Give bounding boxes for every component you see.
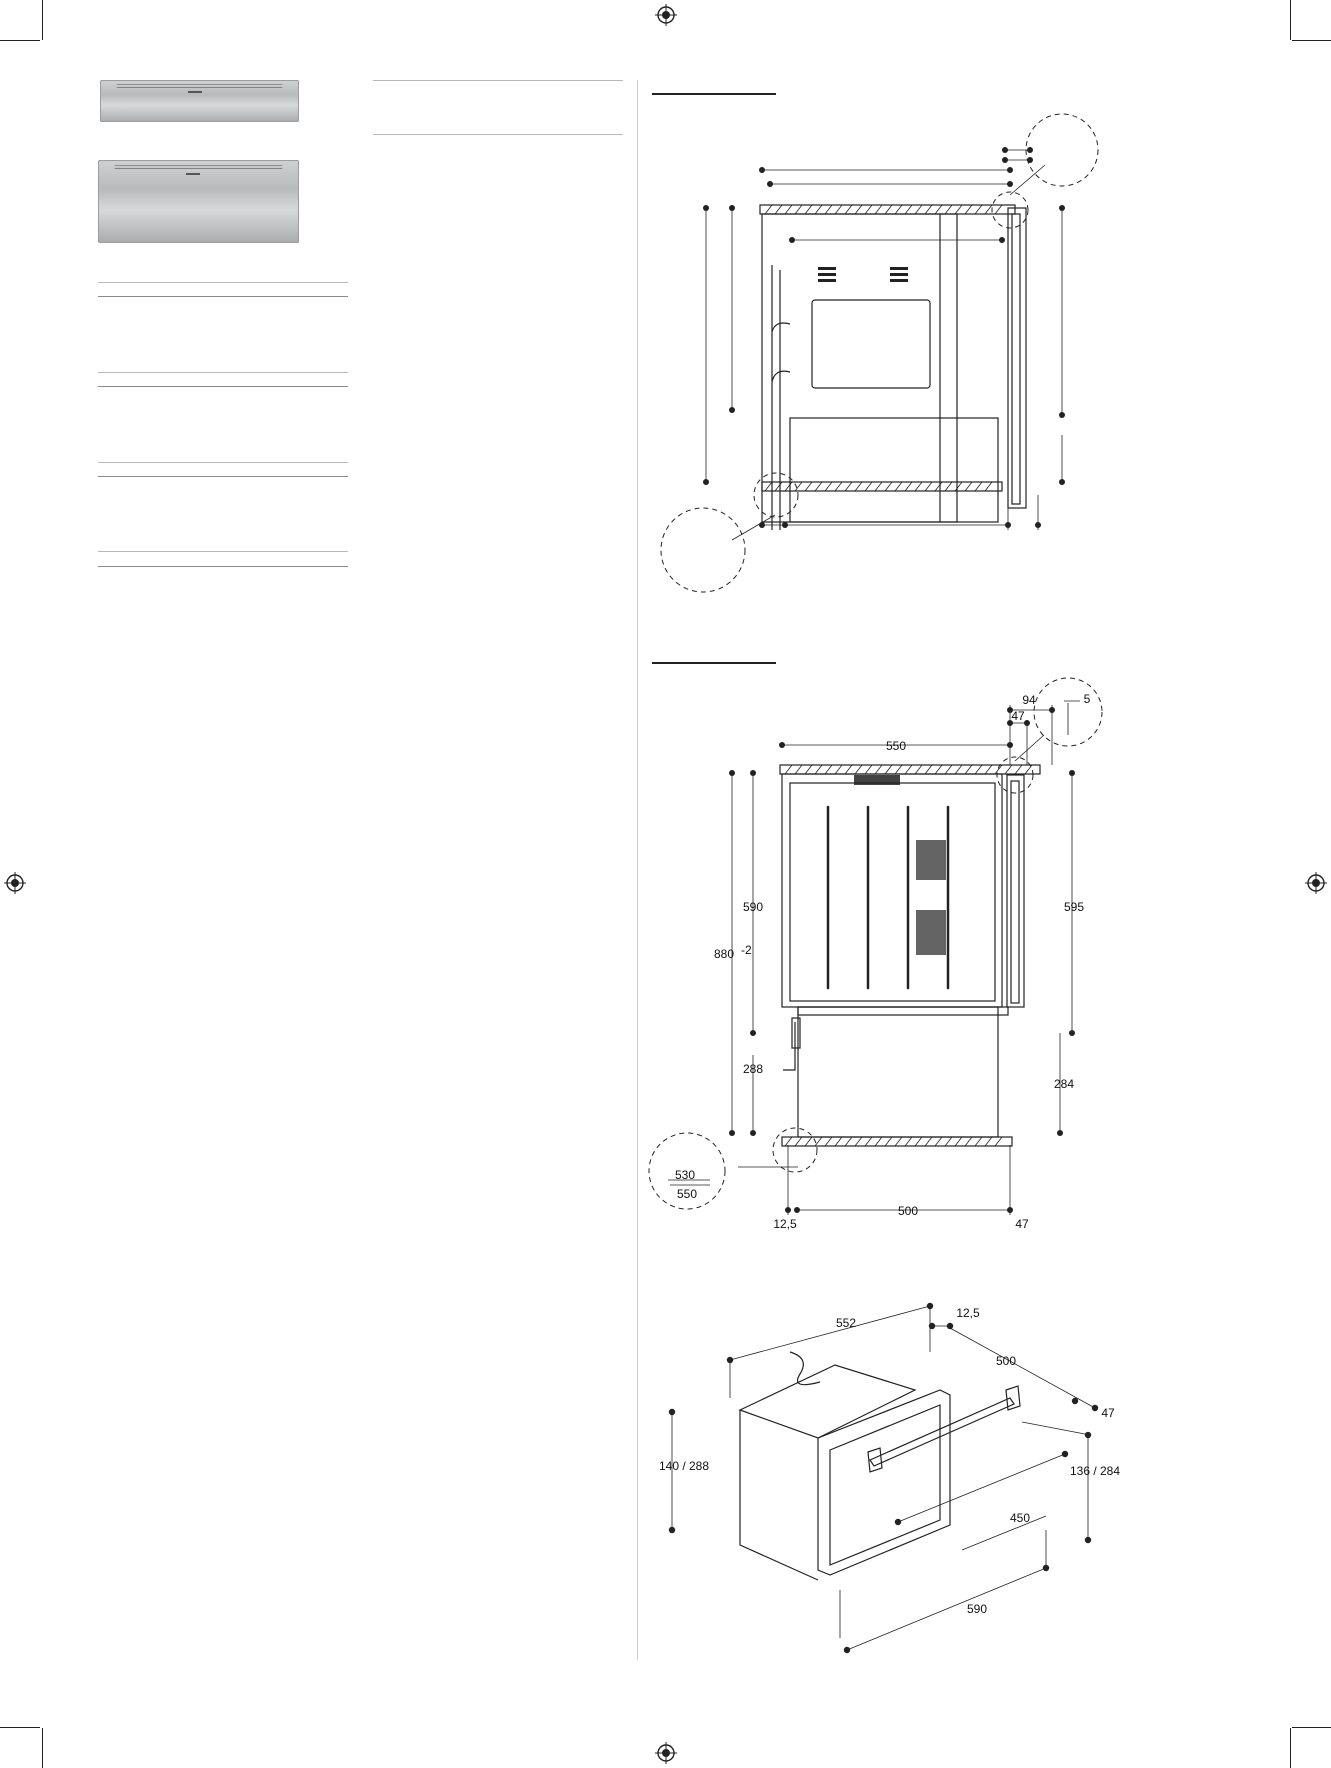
side-view-drawing-1: [650, 110, 1150, 610]
dim-530-label: 530: [674, 1168, 696, 1182]
dim-595-label: 595: [1063, 900, 1085, 914]
warming-drawer-288-photo: [98, 160, 299, 243]
registration-mark-top: [655, 4, 677, 26]
iso-dim-136-284-label: 136 / 284: [1069, 1464, 1121, 1478]
crop-mark-bottom-right-horizontal: [1292, 1727, 1331, 1728]
spec-rule-4: [98, 386, 348, 387]
registration-mark-right: [1305, 872, 1327, 894]
iso-dim-140-288-label: 140 / 288: [658, 1459, 710, 1473]
dim-880-tolerance-label: -2: [741, 943, 752, 957]
crop-mark-top-right-vertical: [1290, 0, 1291, 40]
section-underline-2: [652, 662, 776, 664]
spec-rule-3: [98, 372, 348, 373]
spec-rule-8: [98, 566, 348, 567]
crop-mark-top-left-vertical: [42, 0, 43, 40]
dim-880-label: 880: [713, 947, 735, 961]
column-divider: [637, 80, 638, 1660]
side-view-drawing-2: [640, 675, 1160, 1235]
iso-dim-12-5-label: 12,5: [956, 1306, 980, 1320]
registration-mark-left: [4, 872, 26, 894]
spec-rule-2: [98, 296, 348, 297]
dim-500-label: 500: [897, 1204, 919, 1218]
spec-rule-5: [98, 462, 348, 463]
middle-rule-bottom: [373, 134, 623, 135]
dim-284-label: 284: [1053, 1077, 1075, 1091]
middle-rule-top: [373, 80, 623, 81]
iso-dim-500-label: 500: [995, 1354, 1017, 1368]
iso-dim-47-label: 47: [1101, 1406, 1115, 1420]
crop-mark-bottom-right-vertical: [1290, 1728, 1291, 1768]
isometric-drawer-drawing: [650, 1290, 1150, 1665]
spec-rule-7: [98, 551, 348, 552]
iso-dim-552-label: 552: [835, 1316, 857, 1330]
dim-288-label: 288: [742, 1062, 764, 1076]
dim-47-top-label: 47: [1011, 709, 1025, 723]
crop-mark-bottom-left-vertical: [42, 1728, 43, 1768]
iso-dim-590-label: 590: [966, 1602, 988, 1616]
warming-drawer-140-photo: [100, 80, 299, 122]
crop-mark-bottom-left-horizontal: [0, 1727, 40, 1728]
dim-5-label: 5: [1083, 692, 1091, 706]
dim-94-label: 94: [1022, 693, 1036, 707]
registration-mark-bottom: [655, 1742, 677, 1764]
iso-dim-450-label: 450: [1009, 1511, 1031, 1525]
crop-mark-top-left-horizontal: [0, 40, 40, 41]
dim-550-label: 550: [885, 739, 907, 753]
dim-47-bottom-label: 47: [1015, 1217, 1029, 1231]
dim-12-5-label: 12,5: [773, 1217, 797, 1231]
dim-550-floor-label: 550: [676, 1187, 698, 1201]
spec-rule-1: [98, 282, 348, 283]
crop-mark-top-right-horizontal: [1292, 40, 1331, 41]
section-underline-1: [652, 93, 776, 95]
spec-rule-6: [98, 476, 348, 477]
dim-590-label: 590: [742, 900, 764, 914]
